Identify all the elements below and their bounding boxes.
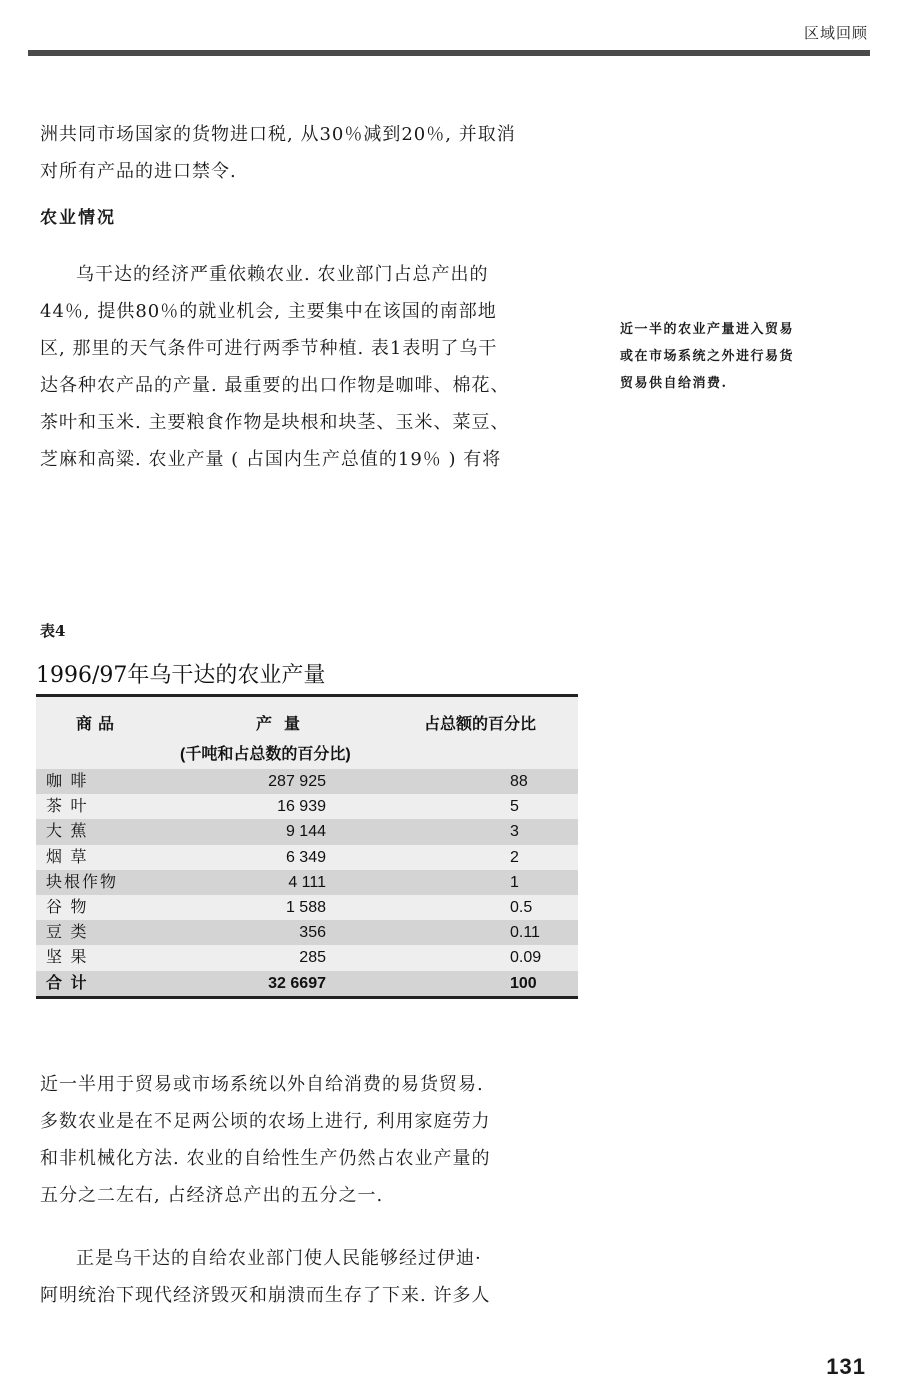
table-row [36,845,578,870]
text-line: 芝麻和高粱. 农业产量 ( 占国内生产总值的19％ ) 有将 [40,449,502,470]
cell-commodity: 豆 类 [46,924,89,942]
table-label: 表4 [40,622,66,640]
text-line: 正是乌干达的自给农业部门使人民能够经过伊迪· [76,1248,482,1269]
header-rule [28,50,870,56]
text-line: 乌干达的经济严重依赖农业. 农业部门占总产出的 [76,264,489,285]
table-row [36,870,578,895]
header-output: 产量 [256,716,313,733]
intro-paragraph [40,116,588,190]
cell-output: 285 [299,949,326,967]
margin-note [620,316,860,397]
cell-output: 1 588 [285,898,326,916]
table-row [36,945,578,970]
continuation-paragraph [40,1066,588,1214]
header-commodity: 商品 [76,716,121,733]
cell-share: 1 [510,873,519,891]
table-row [36,794,578,819]
cell-commodity: 合 计 [46,974,89,992]
text-line: 44％, 提供80％的就业机会, 主要集中在该国的南部地 [40,301,497,322]
table-header [36,697,578,769]
margin-note-line: 或在市场系统之外进行易货 [620,349,795,364]
cell-commodity: 谷 物 [46,898,89,916]
text-line: 达各种农产品的产量. 最重要的出口作物是咖啡、棉花、 [40,375,510,396]
text-line: 和非机械化方法. 农业的自给性生产仍然占农业产量的 [40,1148,491,1169]
cell-share: 3 [510,823,519,841]
table-row [36,769,578,794]
table-title: 1996/97年乌干达的农业产量 [36,663,326,688]
table-total-row [36,971,578,996]
cell-share: 0.5 [510,898,533,916]
header-share: 占总额的百分比 [424,716,537,733]
text-line: 洲共同市场国家的货物进口税, 从30％减到20％, 并取消 [40,124,516,145]
cell-output: 16 939 [277,798,326,816]
table-row [36,819,578,844]
text-line: 阿明统治下现代经济毁灭和崩溃而生存了下来. 许多人 [40,1285,491,1306]
text-line: 五分之二左右, 占经济总产出的五分之一. [40,1185,384,1206]
text-line: 区, 那里的天气条件可进行两季节种植. 表1表明了乌干 [40,338,498,359]
cell-share: 0.09 [510,949,542,967]
cell-share: 2 [510,848,519,866]
cell-output: 32 6697 [268,974,326,992]
cell-share: 88 [510,773,528,790]
cell-commodity: 茶 叶 [46,798,89,816]
text-line: 多数农业是在不足两公顷的农场上进行, 利用家庭劳力 [40,1111,491,1132]
cell-output: 4 111 [288,873,326,891]
amin-paragraph [40,1240,588,1314]
margin-note-line: 贸易供自给消费. [620,376,728,391]
text-line: 茶叶和玉米. 主要粮食作物是块根和块茎、玉米、菜豆、 [40,412,510,433]
text-line: 近一半用于贸易或市场系统以外自给消费的易货贸易. [40,1074,484,1095]
cell-output: 356 [299,924,326,942]
cell-share: 0.11 [510,924,540,942]
cell-output: 9 144 [285,823,326,841]
section-heading: 农业情况 [40,208,116,228]
text-line: 对所有产品的进口禁令. [40,161,237,182]
cell-output: 287 925 [268,773,326,790]
table-row [36,920,578,945]
cell-commodity: 咖 啡 [46,773,89,790]
cell-commodity: 烟 草 [46,848,89,866]
cell-share: 5 [510,798,519,816]
running-header: 区域回顾 [803,24,868,42]
cell-share: 100 [510,974,537,992]
cell-commodity: 坚 果 [46,949,89,967]
cell-output: 6 349 [285,848,326,866]
table-row [36,895,578,920]
cell-commodity: 大 蕉 [46,823,89,841]
agriculture-paragraph [40,256,588,478]
margin-note-line: 近一半的农业产量进入贸易 [620,322,795,337]
cell-commodity: 块根作物 [46,873,119,891]
header-output-unit: (千吨和占总数的百分比) [180,746,351,763]
production-table [36,694,578,999]
page-number: 131 [826,1354,866,1379]
